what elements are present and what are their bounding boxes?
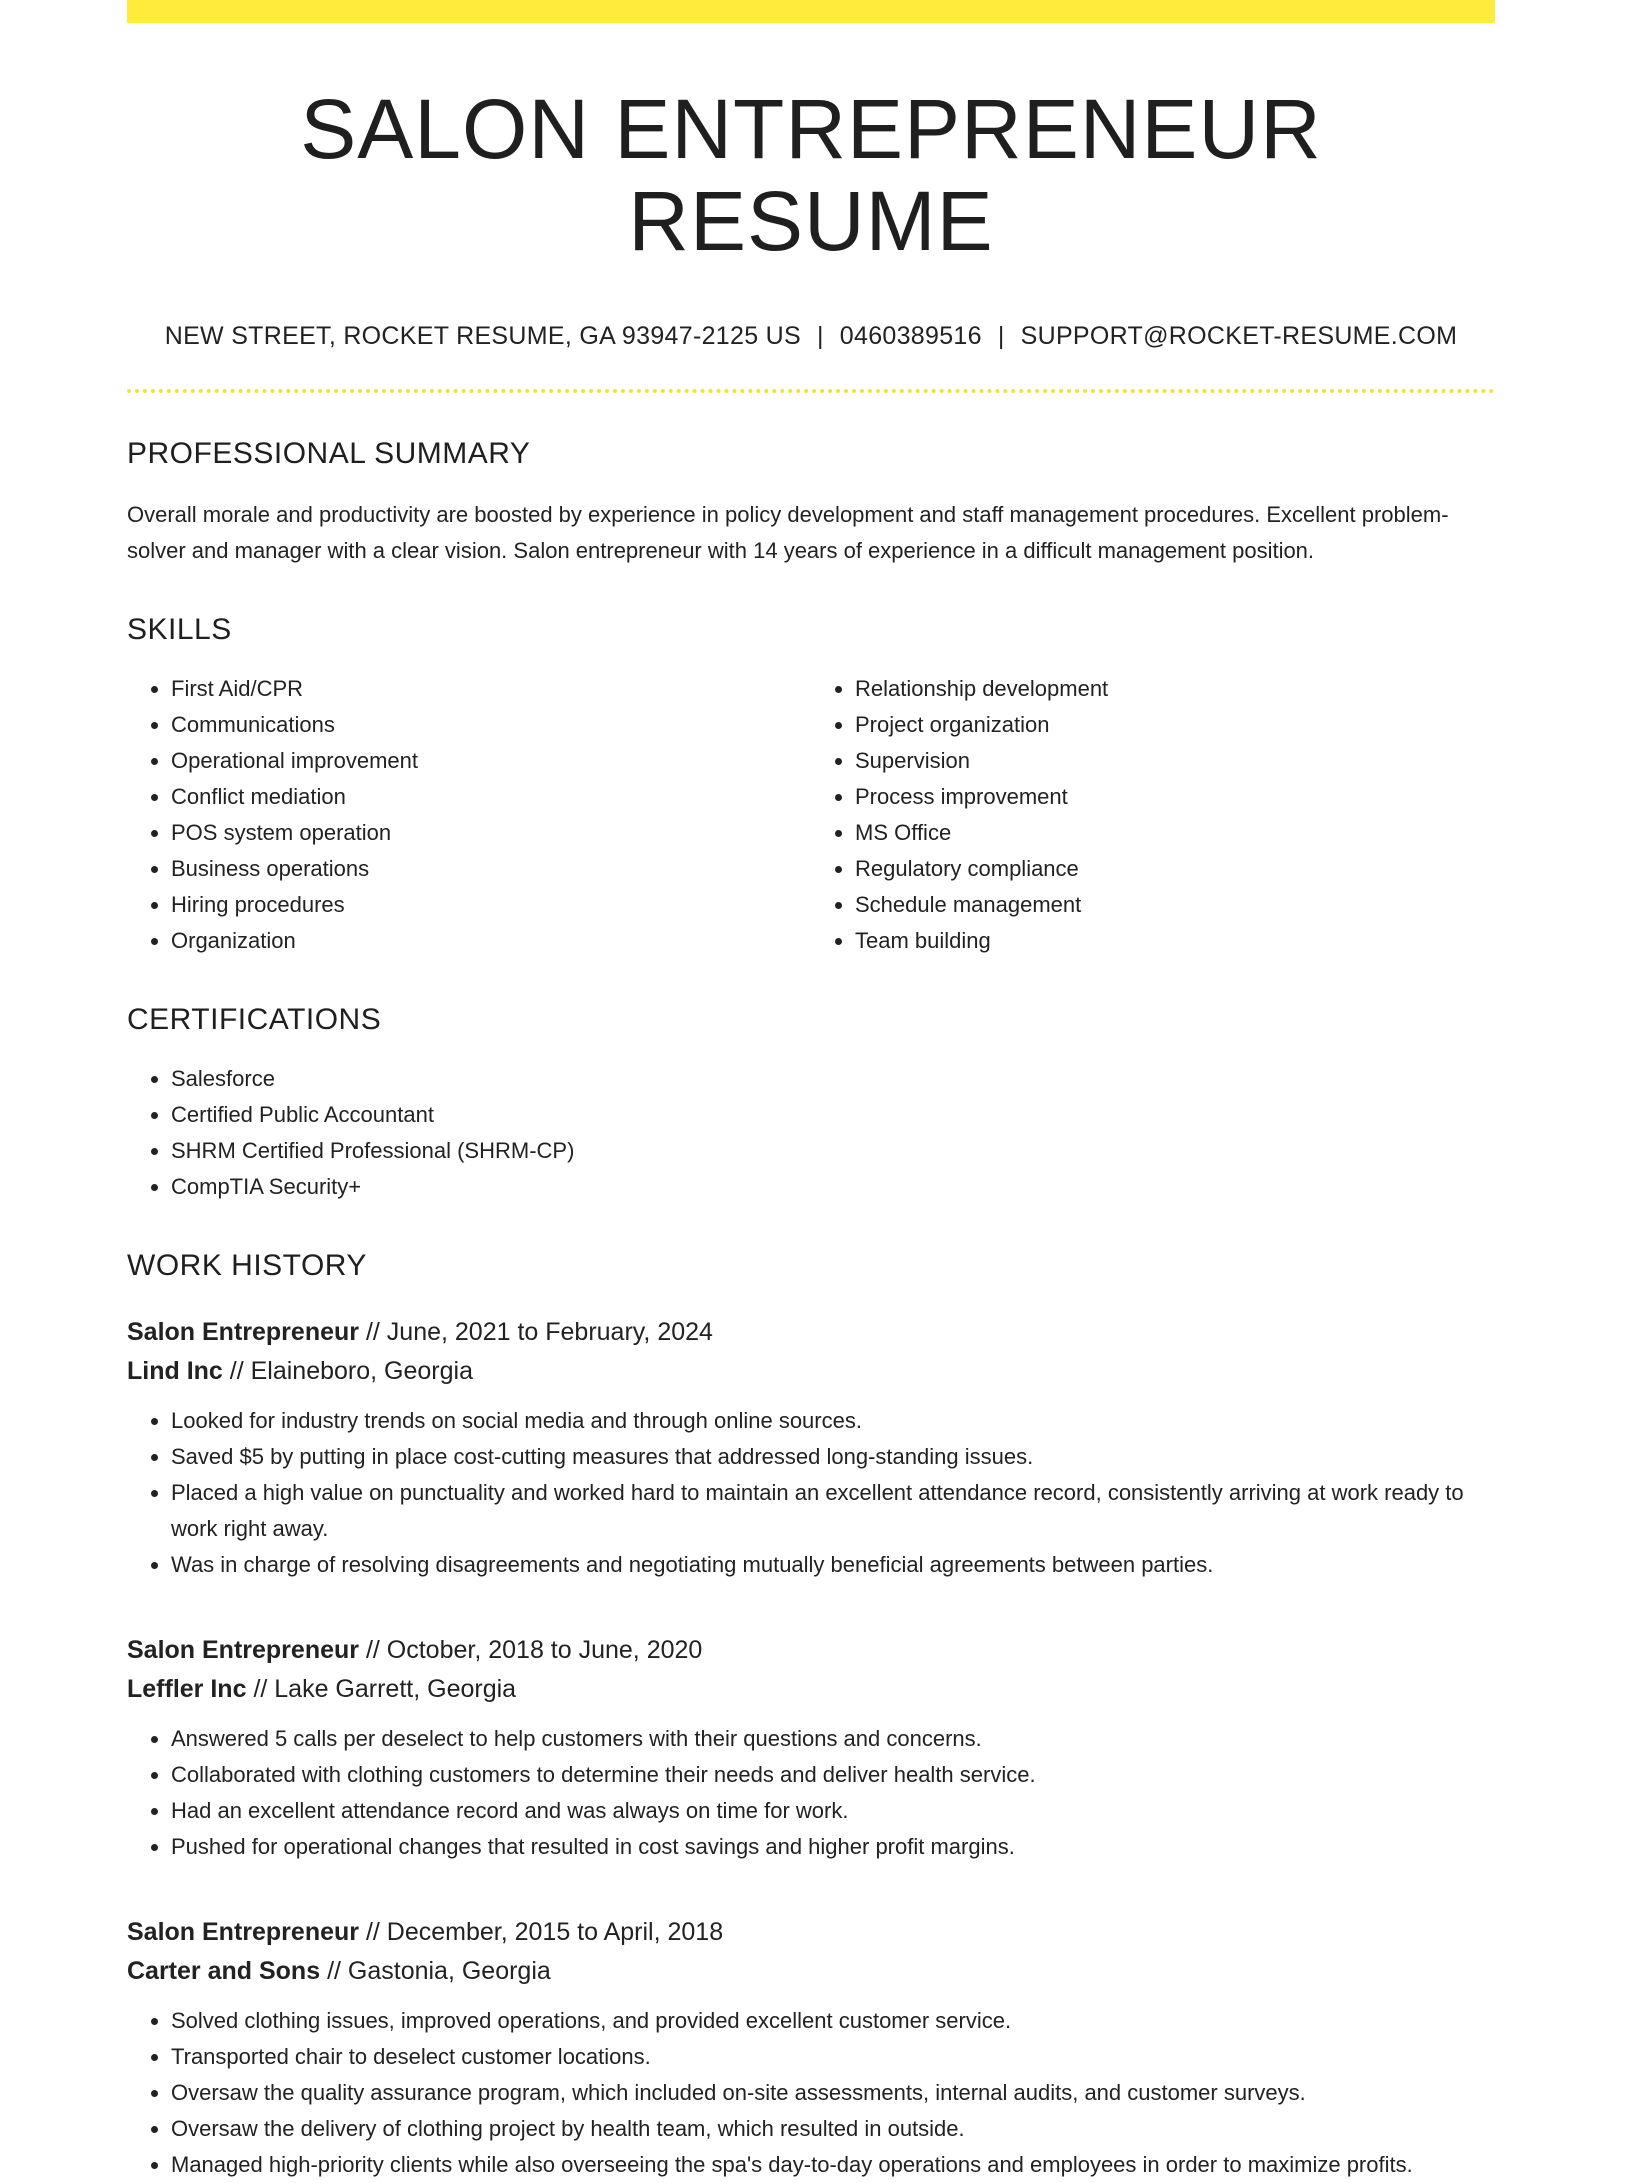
job-entry [127,1313,1495,1583]
job-bullet: • Was in charge of resolving disagreements and negotiating mutually beneficial agreements between parties. [171,1547,1495,1583]
skill-item: • Relationship development [855,671,1495,707]
job-company-line [127,1952,1495,1991]
accent-top-bar [127,0,1495,23]
job-bullet: • Oversaw the delivery of clothing project by health team, which resulted in outside. [171,2111,1495,2147]
skill-item: • POS system operation [171,815,811,851]
job-bullets [127,1403,1495,1583]
certification-item: • Certified Public Accountant [171,1097,1495,1133]
contact-line [127,322,1495,351]
job-dates: // December, 2015 to April, 2018 [365,1917,724,1946]
resume-page [127,0,1495,2183]
job-bullet: • Transported chair to deselect customer locations. [171,2039,1495,2075]
skill-item: • Process improvement [855,779,1495,815]
skills-heading: SKILLS [127,612,232,646]
job-bullet: • Placed a high value on punctuality and worked hard to maintain an excellent attendance record, consistently arriving at work ready to work right away. [171,1475,1495,1547]
job-bullets [127,2003,1495,2183]
job-location: // Lake Garrett, Georgia [253,1674,517,1703]
job-bullet: • Oversaw the quality assurance program, which included on-site assessments, internal audits, and customer surveys. [171,2075,1495,2111]
job-bullets [127,1721,1495,1865]
job-entry [127,1631,1495,1865]
job-company: Leffler Inc [127,1674,247,1703]
skills-list-right [811,671,1495,959]
skill-item: • Project organization [855,707,1495,743]
summary-text: Overall morale and productivity are boosted by experience in policy development and staff management procedures. Excellent problem-solver and manager with a clear vision. Salon entrepreneur with 14 years of experience in a difficult management position. [127,501,1449,563]
contact-separator: | [997,321,1005,350]
contact-address: NEW STREET, ROCKET RESUME, GA 93947-2125 US [164,321,801,350]
contact-phone: 0460389516 [839,321,982,350]
certifications-heading: CERTIFICATIONS [127,1002,382,1036]
job-role: Salon Entrepreneur [127,1917,359,1946]
job-bullet: • Managed high-priority clients while also overseeing the spa's day-to-day operations and employees in order to maximize profits. [171,2147,1495,2183]
job-company: Lind Inc [127,1356,223,1385]
job-location: // Gastonia, Georgia [327,1956,551,1985]
job-location: // Elaineboro, Georgia [229,1356,473,1385]
contact-email: SUPPORT@ROCKET-RESUME.COM [1020,321,1458,350]
job-company: Carter and Sons [127,1956,321,1985]
resume-title: SALON ENTREPRENEUR RESUME [300,82,1322,269]
job-title-line [127,1913,1495,1952]
dotted-divider [127,389,1495,393]
skills-grid [127,671,1495,959]
job-bullet: • Looked for industry trends on social media and through online sources. [171,1403,1495,1439]
certification-item: • SHRM Certified Professional (SHRM-CP) [171,1133,1495,1169]
certifications-list [127,1061,1495,1205]
work-history-heading: WORK HISTORY [127,1248,367,1282]
skill-item: • Hiring procedures [171,887,811,923]
skill-item: • Team building [855,923,1495,959]
skill-item: • Supervision [855,743,1495,779]
summary-heading: PROFESSIONAL SUMMARY [127,436,531,470]
job-role: Salon Entrepreneur [127,1317,359,1346]
skill-item: • Schedule management [855,887,1495,923]
job-title-line [127,1631,1495,1670]
job-company-line [127,1352,1495,1391]
skills-list-left [127,671,811,959]
job-bullet: • Saved $5 by putting in place cost-cutting measures that addressed long-standing issues. [171,1439,1495,1475]
skill-item: • Regulatory compliance [855,851,1495,887]
job-bullet: • Collaborated with clothing customers to determine their needs and deliver health service. [171,1757,1495,1793]
skill-item: • Operational improvement [171,743,811,779]
skill-item: • Organization [171,923,811,959]
certification-item: • CompTIA Security+ [171,1169,1495,1205]
job-entry [127,1913,1495,2183]
skill-item: • First Aid/CPR [171,671,811,707]
job-bullet: • Answered 5 calls per deselect to help customers with their questions and concerns. [171,1721,1495,1757]
job-bullet: • Pushed for operational changes that resulted in cost savings and higher profit margins. [171,1829,1495,1865]
job-bullet: • Had an excellent attendance record and was always on time for work. [171,1793,1495,1829]
job-title-line [127,1313,1495,1352]
job-role: Salon Entrepreneur [127,1635,359,1664]
skill-item: • MS Office [855,815,1495,851]
job-dates: // June, 2021 to February, 2024 [365,1317,713,1346]
skill-item: • Business operations [171,851,811,887]
job-dates: // October, 2018 to June, 2020 [365,1635,703,1664]
job-company-line [127,1670,1495,1709]
skill-item: • Communications [171,707,811,743]
contact-separator: | [816,321,824,350]
certification-item: • Salesforce [171,1061,1495,1097]
job-bullet: • Solved clothing issues, improved operations, and provided excellent customer service. [171,2003,1495,2039]
skill-item: • Conflict mediation [171,779,811,815]
